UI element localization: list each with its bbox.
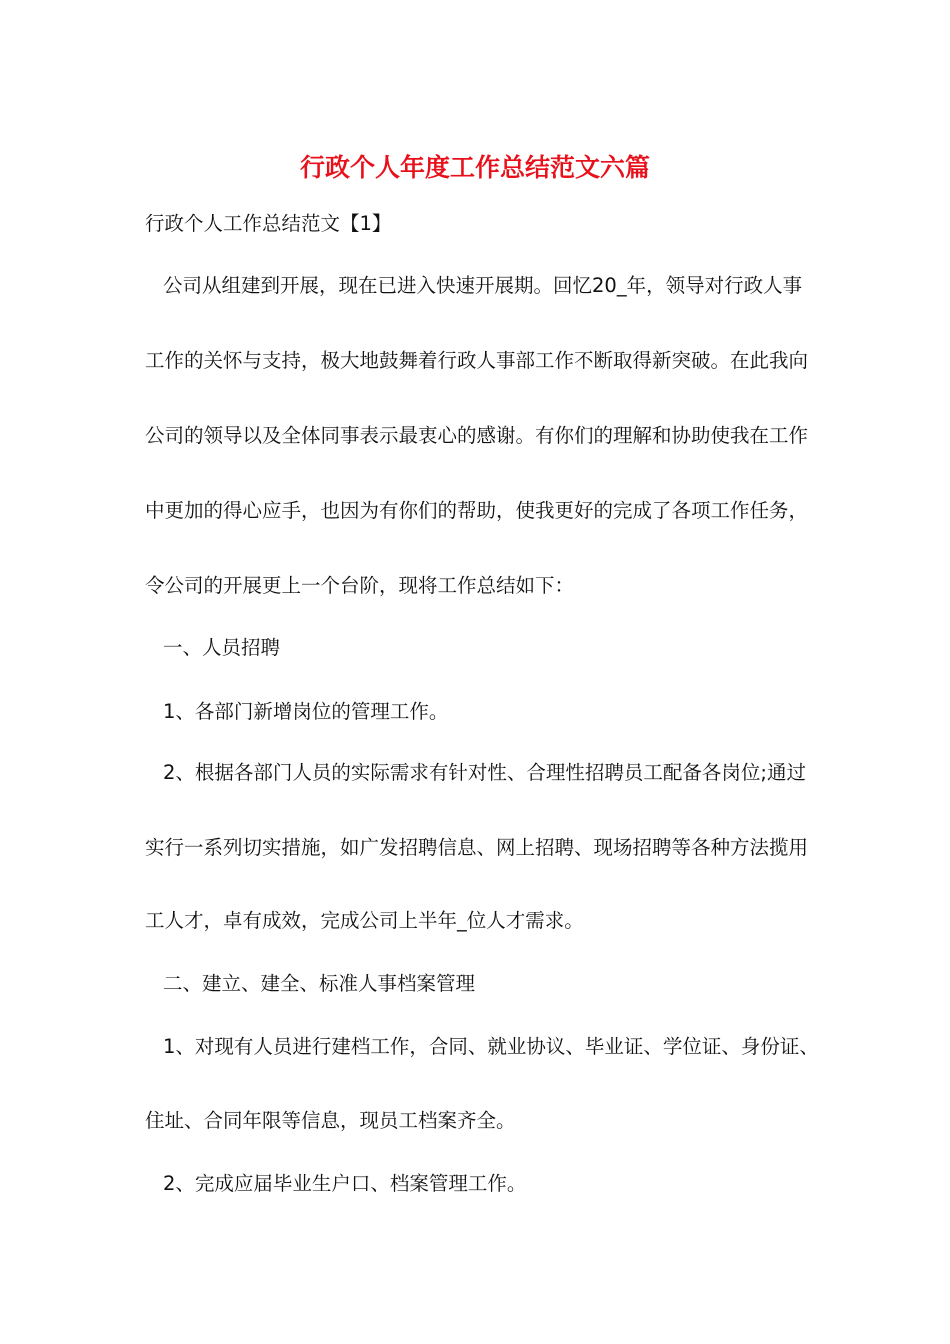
list-item: 1、对现有人员进行建档工作，合同、就业协议、毕业证、学位证、身份证、 xyxy=(163,1035,819,1058)
subsection-heading: 二、建立、建全、标准人事档案管理 xyxy=(163,972,476,995)
section-heading: 行政个人工作总结范文【1】 xyxy=(145,212,392,235)
list-item: 1、各部门新增岗位的管理工作。 xyxy=(163,700,449,723)
paragraph-line: 中更加的得心应手，也因为有你们的帮助，使我更好的完成了各项工作任务， xyxy=(145,499,809,522)
list-item: 2、根据各部门人员的实际需求有针对性、合理性招聘员工配备各岗位;通过 xyxy=(163,761,806,784)
paragraph-line: 令公司的开展更上一个台阶，现将工作总结如下： xyxy=(145,574,575,597)
paragraph-line: 工人才，卓有成效，完成公司上半年_位人才需求。 xyxy=(145,909,584,932)
document-title: 行政个人年度工作总结范文六篇 xyxy=(299,153,650,182)
paragraph-line: 实行一系列切实措施，如广发招聘信息、网上招聘、现场招聘等各种方法揽用 xyxy=(145,836,809,859)
list-item: 2、完成应届毕业生户口、档案管理工作。 xyxy=(163,1172,527,1195)
subsection-heading: 一、人员招聘 xyxy=(163,636,281,659)
paragraph-line: 住址、合同年限等信息，现员工档案齐全。 xyxy=(145,1109,516,1132)
paragraph-line: 工作的关怀与支持，极大地鼓舞着行政人事部工作不断取得新突破。在此我向 xyxy=(145,349,809,372)
paragraph-line: 公司的领导以及全体同事表示最衷心的感谢。有你们的理解和协助使我在工作 xyxy=(145,424,809,447)
paragraph-line: 公司从组建到开展，现在已进入快速开展期。回忆20_年，领导对行政人事 xyxy=(163,274,803,297)
